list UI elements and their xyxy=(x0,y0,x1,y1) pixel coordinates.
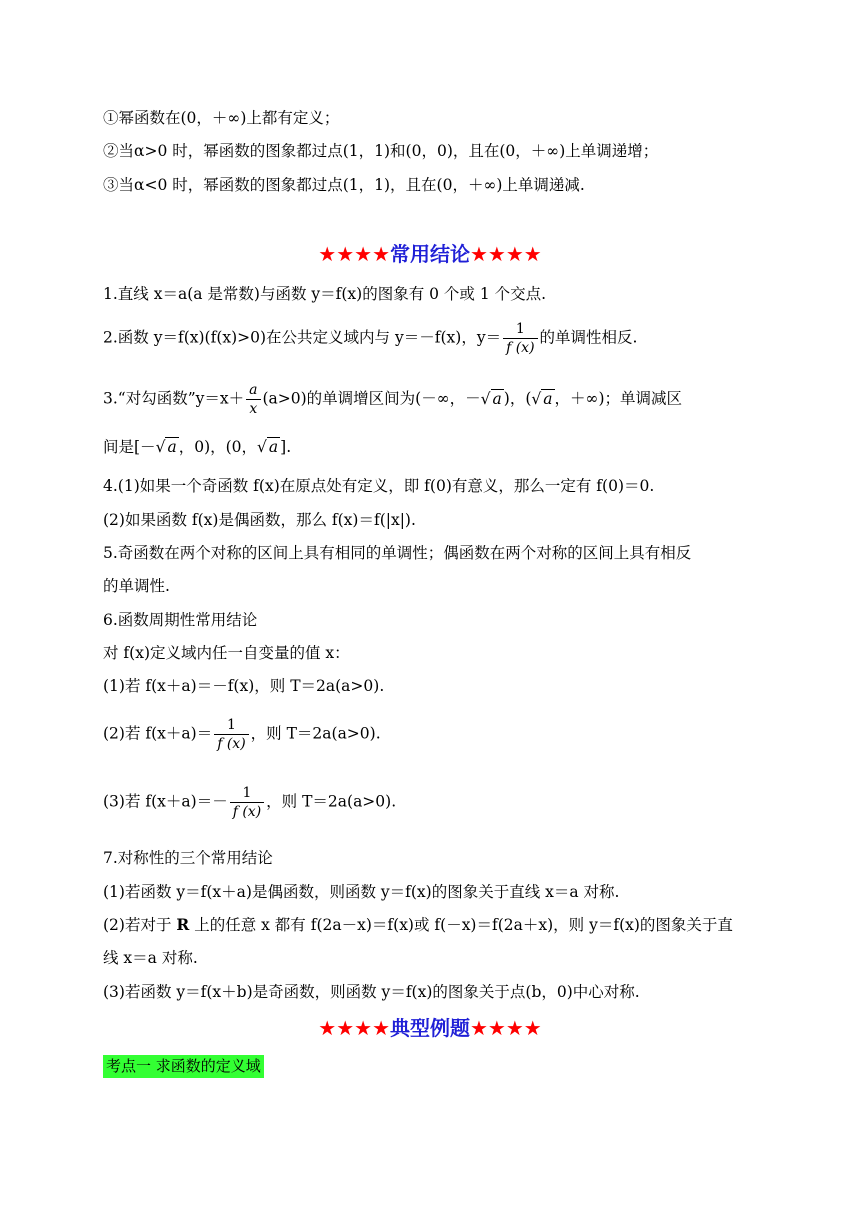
conclusion-1: 1.直线 x＝a(a 是常数)与函数 y＝f(x)的图象有 0 个或 1 个交点. xyxy=(103,285,547,303)
fraction-denominator: f (x) xyxy=(230,802,264,821)
conclusion-4-2: (2)如果函数 f(x)是偶函数，那么 f(x)＝f(|x|). xyxy=(103,511,416,529)
sqrt-expression xyxy=(531,388,554,410)
conclusion-7-title: 7.对称性的三个常用结论 xyxy=(103,849,273,867)
conclusion-5-line-2: 的单调性. xyxy=(103,577,170,595)
conclusion-3-line-1 xyxy=(103,381,682,418)
radicand: a xyxy=(492,389,502,408)
fraction-numerator: 1 xyxy=(515,321,525,337)
section-title: 常用结论 xyxy=(390,242,470,266)
conclusion-6-3 xyxy=(103,784,396,821)
conclusion-6-3-text-end: ，则 T＝2a(a>0). xyxy=(266,792,397,811)
star-icons-left: ★★★★ xyxy=(318,1016,390,1040)
sqrt-expression xyxy=(156,436,179,458)
conclusion-6-2-text: (2)若 f(x＋a)＝ xyxy=(103,724,213,743)
radicand: a xyxy=(268,438,279,456)
fraction-denominator: x xyxy=(246,399,260,418)
sqrt-expression xyxy=(481,388,504,410)
radicand: a xyxy=(167,438,177,456)
kaodian-highlight-label: 考点一 求函数的定义域 xyxy=(103,1055,264,1078)
section-heading-conclusions xyxy=(0,238,860,267)
conclusion-3-text: 3.“对勾函数”y＝x＋ xyxy=(103,389,245,408)
conclusion-6-3-text: (3)若 f(x＋a)＝－ xyxy=(103,792,228,811)
conclusion-3-text: ]. xyxy=(280,438,292,456)
conclusion-3-line-2 xyxy=(103,436,291,458)
radicand: a xyxy=(543,389,553,408)
conclusion-7-1: (1)若函数 y＝f(x＋a)是偶函数，则函数 y＝f(x)的图象关于直线 x＝a 对称. xyxy=(103,883,620,901)
sqrt-icon: √ xyxy=(257,438,267,456)
sqrt-expression xyxy=(257,436,280,458)
fraction-denominator: f (x) xyxy=(503,338,537,357)
conclusion-6-2 xyxy=(103,716,381,753)
conclusion-6-intro: 对 f(x)定义域内任一自变量的值 x： xyxy=(103,644,350,662)
fraction-numerator: a xyxy=(249,382,258,398)
conclusion-6-2-text-end: ，则 T＝2a(a>0). xyxy=(250,724,381,743)
conclusion-3-text: )，( xyxy=(503,389,532,408)
section-title: 典型例题 xyxy=(390,1016,470,1040)
conclusion-2-text: 2.函数 y＝f(x)(f(x)>0)在公共定义域内与 y＝－f(x)，y＝ xyxy=(103,328,502,347)
conclusion-7-3: (3)若函数 y＝f(x＋b)是奇函数，则函数 y＝f(x)的图象关于点(b，0)中心对称. xyxy=(103,983,640,1001)
property-line-3: ③当α<0 时，幂函数的图象都过点(1，1)，且在(0，＋∞)上单调递减. xyxy=(103,176,585,194)
conclusion-2-text-end: 的单调性相反. xyxy=(539,328,638,347)
property-line-1: ①幂函数在(0，＋∞)上都有定义； xyxy=(103,109,340,127)
sqrt-icon: √ xyxy=(155,438,166,456)
fraction-numerator: 1 xyxy=(226,717,236,733)
property-line-2: ②当α>0 时，幂函数的图象都过点(1，1)和(0，0)，且在(0，＋∞)上单调递增； xyxy=(103,142,659,160)
conclusion-6-1: (1)若 f(x＋a)＝－f(x)，则 T＝2a(a>0). xyxy=(103,677,385,695)
conclusion-7-2-text: (2)若对于 xyxy=(103,916,177,934)
conclusion-7-2-text: 上的任意 x 都有 f(2a－x)＝f(x)或 f(－x)＝f(2a＋x)，则 y＝f(x)的图象关于直 xyxy=(189,916,733,934)
conclusion-2 xyxy=(103,320,637,357)
conclusion-4-1: 4.(1)如果一个奇函数 f(x)在原点处有定义，即 f(0)有意义，那么一定有 f(0)＝0. xyxy=(103,477,655,495)
fraction xyxy=(214,716,248,753)
fraction xyxy=(246,381,260,418)
conclusion-3-text: ，＋∞)；单调减区 xyxy=(554,389,683,408)
fraction-denominator: f (x) xyxy=(214,734,248,753)
star-icons-right: ★★★★ xyxy=(470,1016,542,1040)
star-icons-right: ★★★★ xyxy=(470,242,542,266)
sqrt-icon: √ xyxy=(531,389,542,408)
conclusion-7-2-line-2: 线 x＝a 对称. xyxy=(103,949,198,967)
fraction-numerator: 1 xyxy=(242,785,252,801)
conclusion-3-text: ，0)，(0， xyxy=(178,438,258,456)
fraction xyxy=(230,784,264,821)
conclusion-3-text: 间是[－ xyxy=(103,438,156,456)
conclusion-6-title: 6.函数周期性常用结论 xyxy=(103,611,258,629)
fraction xyxy=(503,320,537,357)
conclusion-5-line-1: 5.奇函数在两个对称的区间上具有相同的单调性；偶函数在两个对称的区间上具有相反 xyxy=(103,544,692,562)
conclusion-3-text: (a>0)的单调增区间为(－∞，－ xyxy=(262,389,481,408)
real-set-symbol: R xyxy=(176,915,190,934)
star-icons-left: ★★★★ xyxy=(318,242,390,266)
sqrt-icon: √ xyxy=(480,389,491,408)
conclusion-7-2-line-1 xyxy=(103,914,733,936)
section-heading-examples xyxy=(0,1012,860,1041)
